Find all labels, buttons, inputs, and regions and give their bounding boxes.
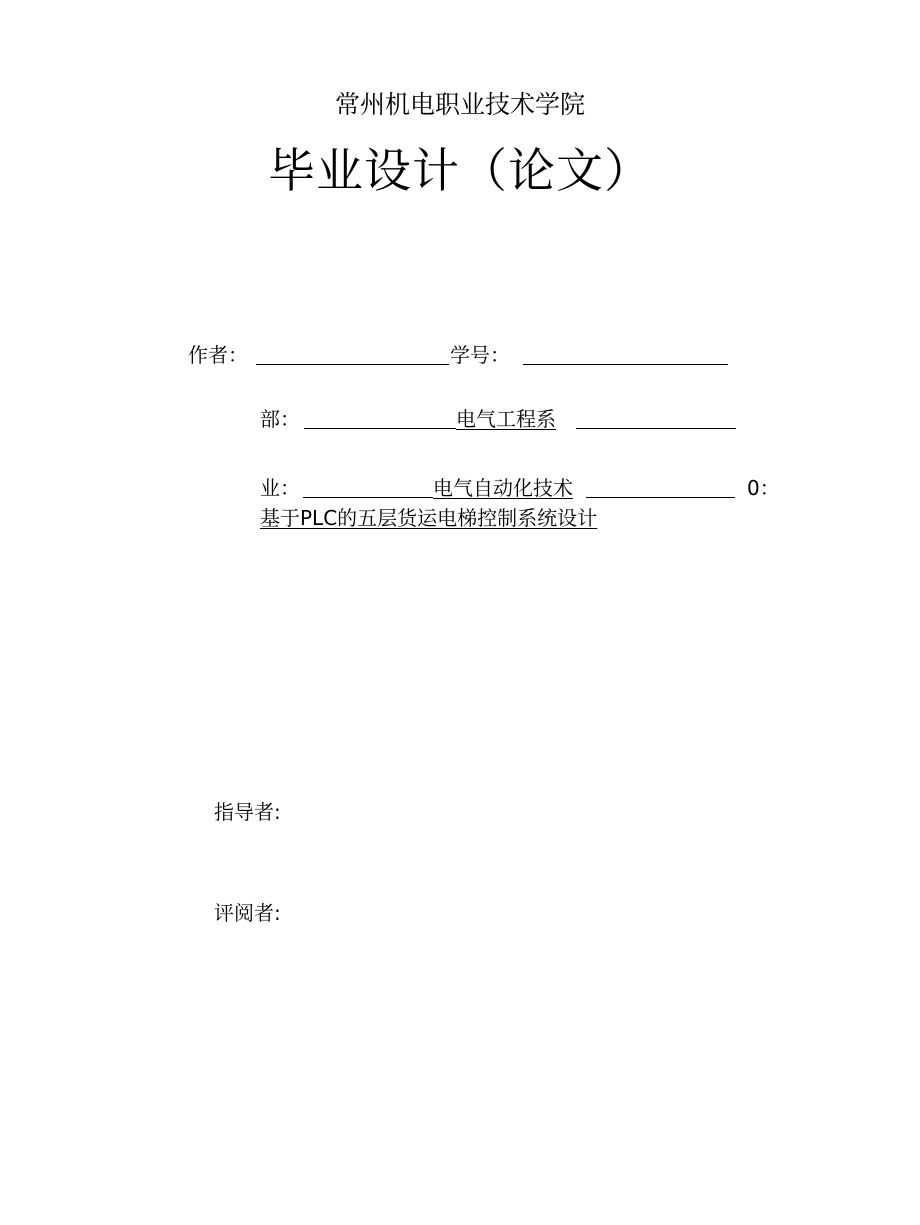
major-line-right: [586, 497, 735, 498]
department-label: 部：: [260, 407, 300, 431]
topic-value: 基于PLC的五层货运电梯控制系统设计: [260, 506, 598, 530]
student-id-label: 学号：: [450, 343, 510, 367]
major-label: 业：: [260, 476, 300, 500]
major-value: 电气自动化技术: [433, 476, 573, 500]
reviewer-label: 评阅者:: [214, 901, 281, 925]
document-title: 毕业设计（论文）: [268, 144, 652, 199]
school-name: 常州机电职业技术学院: [334, 90, 585, 119]
major-line-left: [303, 497, 433, 498]
supervisor-label: 指导者:: [214, 800, 281, 824]
department-line-right: [576, 428, 736, 429]
department-value: 电气工程系: [456, 407, 556, 431]
author-label: 作者：: [188, 343, 248, 367]
department-line-left: [304, 428, 456, 429]
student-id-blank-line: [523, 364, 728, 365]
author-blank-line: [256, 364, 449, 365]
topic-label: 0：: [747, 476, 780, 500]
